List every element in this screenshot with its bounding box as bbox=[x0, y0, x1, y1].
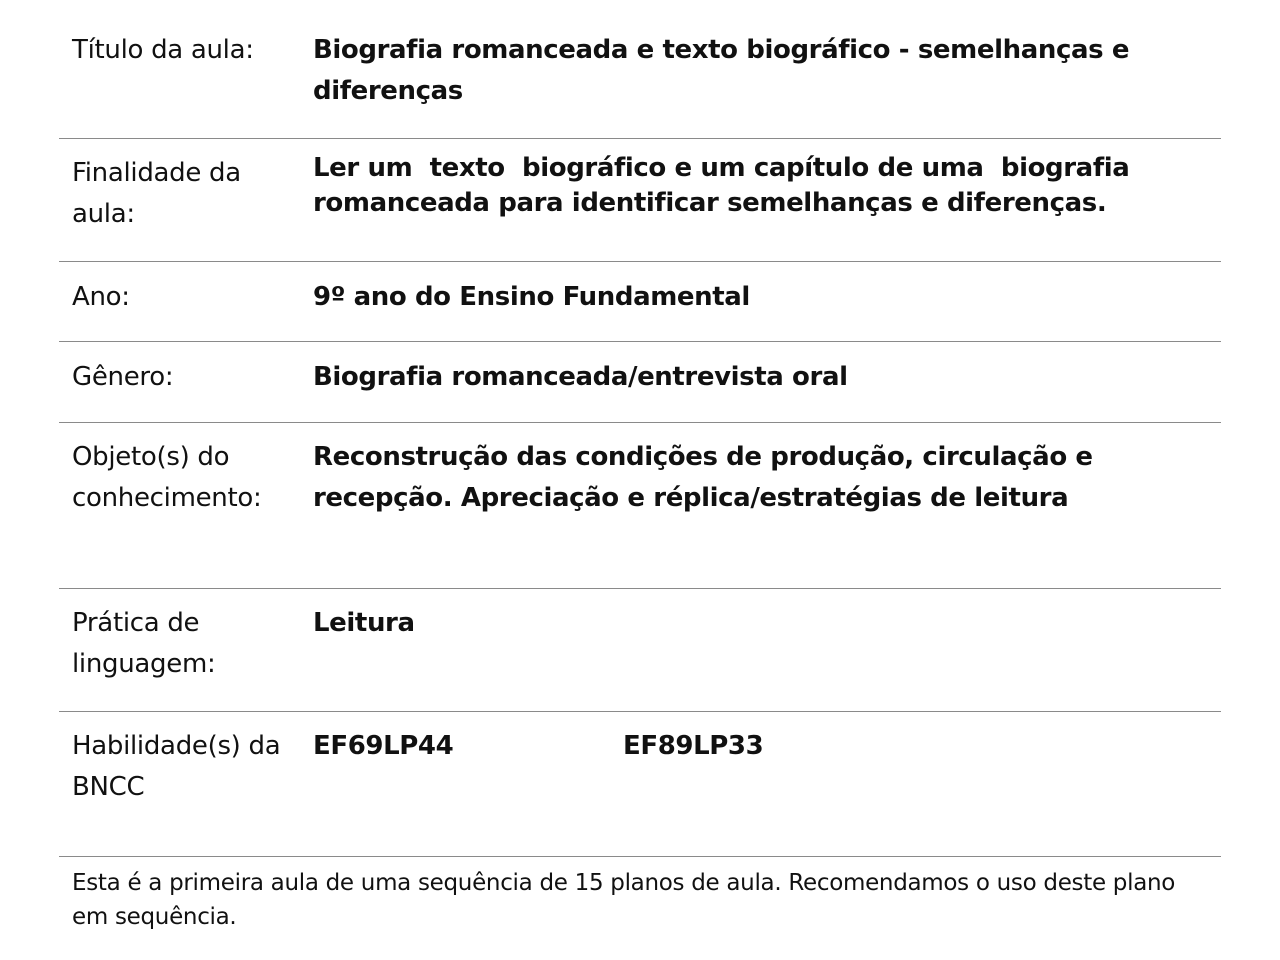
row-genero bbox=[59, 342, 1221, 423]
habilidades-label bbox=[72, 726, 302, 808]
objeto-value-line1: Reconstrução das condições de produção, circulação e bbox=[313, 442, 1093, 472]
finalidade-value bbox=[313, 151, 1213, 221]
sequence-note-line1: Esta é a primeira aula de uma sequência de 15 planos de aula. Recomendamos o uso deste plano bbox=[72, 870, 1176, 896]
pratica-value-text: Leitura bbox=[313, 608, 415, 638]
genero-label bbox=[72, 357, 302, 398]
genero-value-text: Biografia romanceada/entrevista oral bbox=[313, 362, 848, 392]
bncc-code: EF69LP44 bbox=[313, 731, 454, 761]
habilidades-label-line1: Habilidade(s) da bbox=[72, 731, 281, 761]
ano-value bbox=[313, 277, 1213, 318]
finalidade-value-line2: romanceada para identificar semelhanças e diferenças. bbox=[313, 188, 1107, 218]
titulo-label-text: Título da aula: bbox=[72, 35, 254, 65]
titulo-value-line1: Biografia romanceada e texto biográfico - semelhanças e bbox=[313, 35, 1130, 65]
row-finalidade bbox=[59, 139, 1221, 262]
pratica-label bbox=[72, 603, 302, 685]
finalidade-label-line2: aula: bbox=[72, 199, 135, 229]
objeto-value bbox=[313, 437, 1213, 519]
ano-label-text: Ano: bbox=[72, 282, 130, 312]
objeto-label bbox=[72, 437, 302, 519]
finalidade-label-line1: Finalidade da bbox=[72, 158, 241, 188]
row-pratica bbox=[59, 589, 1221, 712]
sequence-note bbox=[72, 866, 1212, 934]
row-titulo bbox=[59, 0, 1221, 139]
titulo-label bbox=[72, 30, 302, 71]
row-objeto bbox=[59, 423, 1221, 589]
pratica-value bbox=[313, 603, 1213, 644]
ano-value-text: 9º ano do Ensino Fundamental bbox=[313, 282, 750, 312]
row-ano bbox=[59, 262, 1221, 342]
bncc-code: EF89LP33 bbox=[623, 731, 764, 761]
titulo-value-line2: diferenças bbox=[313, 76, 463, 106]
row-habilidades bbox=[59, 712, 1221, 857]
genero-value bbox=[313, 357, 1213, 398]
lesson-plan-table bbox=[59, 0, 1221, 857]
objeto-label-line2: conhecimento: bbox=[72, 483, 262, 513]
finalidade-label bbox=[72, 153, 302, 235]
finalidade-value-line1: Ler um texto biográfico e um capítulo de uma biografia bbox=[313, 153, 1130, 183]
sequence-note-line2: em sequência. bbox=[72, 904, 237, 930]
titulo-value bbox=[313, 30, 1213, 112]
objeto-value-line2: recepção. Apreciação e réplica/estratégias de leitura bbox=[313, 483, 1069, 513]
ano-label bbox=[72, 277, 302, 318]
habilidades-label-line2: BNCC bbox=[72, 772, 145, 802]
pratica-label-line1: Prática de bbox=[72, 608, 200, 638]
pratica-label-line2: linguagem: bbox=[72, 649, 216, 679]
genero-label-text: Gênero: bbox=[72, 362, 174, 392]
objeto-label-line1: Objeto(s) do bbox=[72, 442, 230, 472]
